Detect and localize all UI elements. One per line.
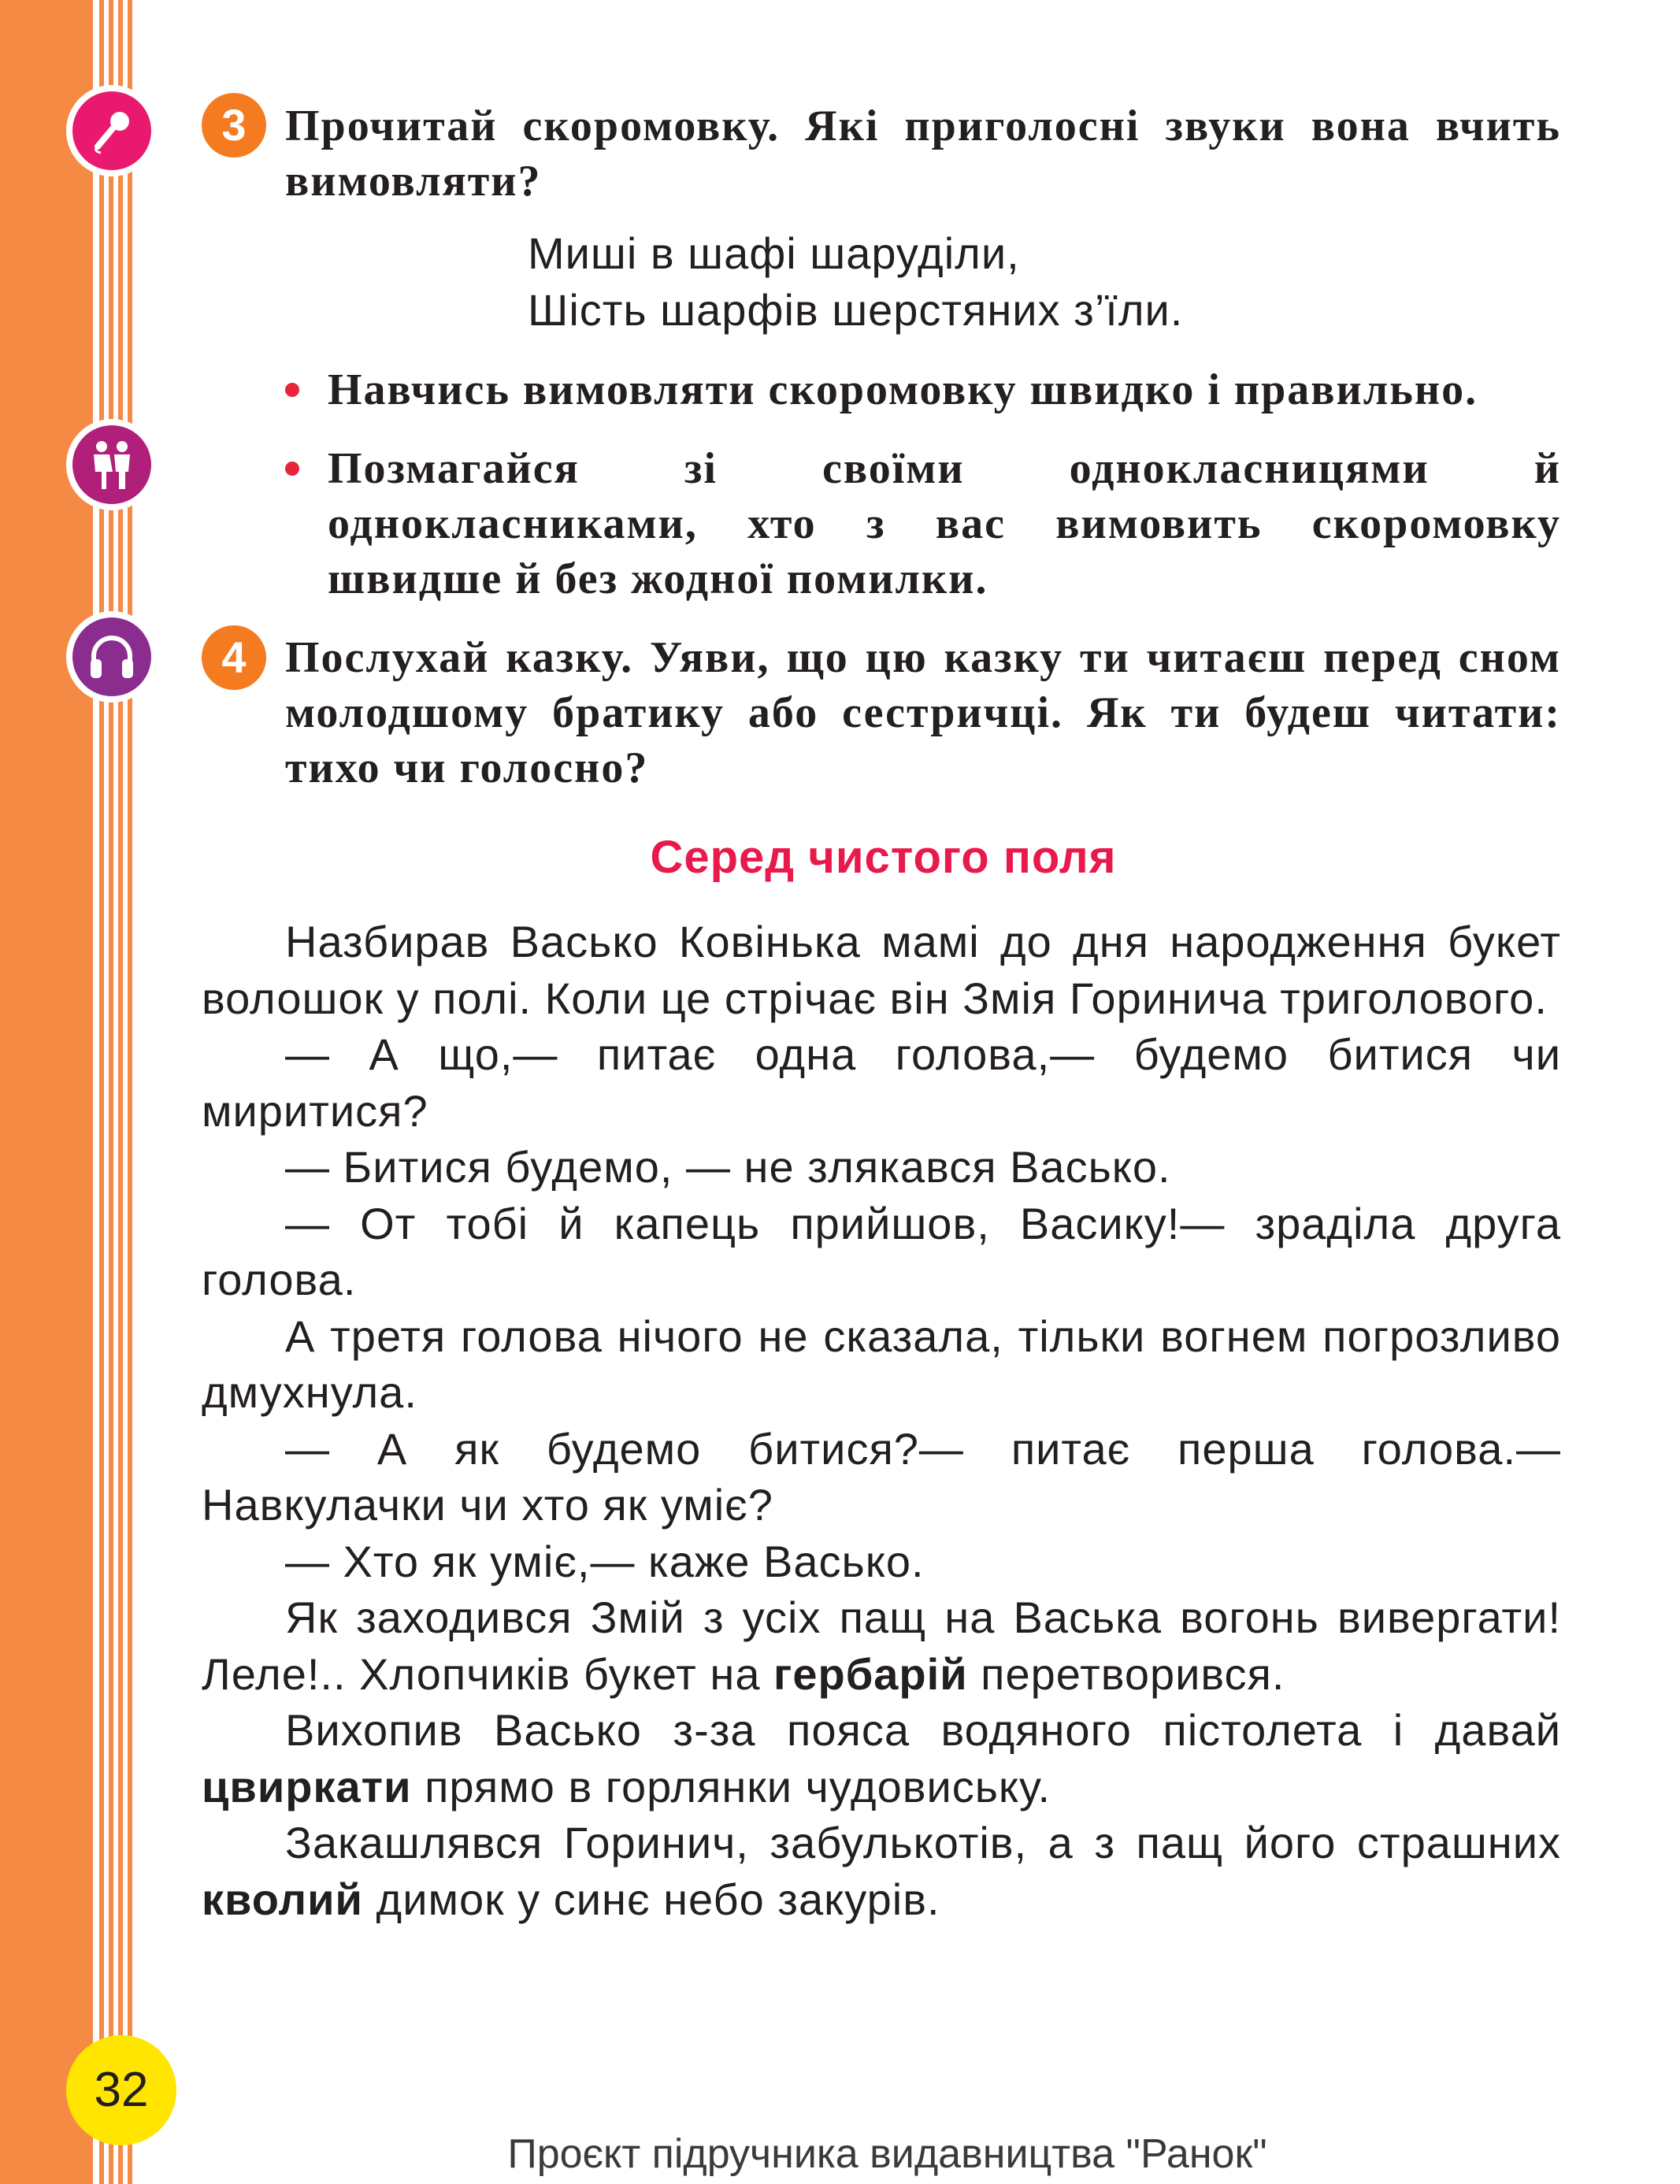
stripe-line <box>99 0 104 2184</box>
bullet-text: Позмагайся зі своїми однокласницями й однокласниками, хто з вас вимовить скоромовку швидше й без жодної помилки. <box>328 444 1561 603</box>
text-span: Як заходився Змій з усіх пащ на Васька вогонь вивергати! Леле!.. Хлопчиків букет на <box>202 1593 1561 1699</box>
pair-work-icon <box>66 419 158 510</box>
bold-word: цвиркати <box>202 1761 412 1811</box>
story-paragraph: А третя голова нічого не сказала, тільки вогнем погрозливо дмухнула. <box>202 1311 1561 1417</box>
task-3-text: Прочитай скоромовку. Які приголосні звуки вона вчить вимовляти? <box>285 102 1561 206</box>
story-text <box>202 914 1561 1927</box>
bullet-item <box>285 362 1561 417</box>
stripe-line <box>128 0 132 2184</box>
bullet-text: Навчись вимовляти скоромовку швидко і правильно. <box>328 365 1478 414</box>
headphones-icon <box>66 611 158 703</box>
text-span: перетворився. <box>967 1648 1285 1699</box>
story-title: Серед чистого поля <box>650 832 1117 883</box>
story-paragraph: — От тобі й капець прийшов, Васику!— зраділа друга голова. <box>202 1198 1561 1304</box>
text-span: Закашлявся Горинич, забулькотів, а з пащ його страшних <box>285 1818 1561 1867</box>
left-stripe-band <box>0 0 93 2184</box>
page-number: 32 <box>66 2035 176 2145</box>
poem-line-2: Шість шарфів шерстяних з’їли. <box>528 285 1184 335</box>
task-4-text: Послухай казку. Уяви, що цю казку ти читаєш перед сном молодшому братику або сестричці. Як ти будеш читати: тихо чи голосно? <box>285 633 1561 792</box>
story-paragraph <box>202 1815 1561 1927</box>
story-paragraph: — А що,— питає одна голова,— будемо битися чи миритися? <box>202 1029 1561 1136</box>
bullet-dot <box>285 462 299 476</box>
text-span: Вихопив Васько з-за пояса водяного пістолета і давай <box>285 1705 1561 1755</box>
bold-word: кволий <box>202 1874 363 1924</box>
text-span: прямо в горлянки чудовиську. <box>411 1761 1051 1811</box>
story-paragraph: — А як будемо битися?— питає перша голова.— Навкулачки чи хто як уміє? <box>202 1423 1561 1530</box>
story-paragraph <box>202 1702 1561 1815</box>
story-paragraph: — Хто як уміє,— каже Васько. <box>285 1536 925 1586</box>
story-paragraph <box>202 1589 1561 1702</box>
task-number-badge: 4 <box>202 625 266 690</box>
stripe-line <box>118 0 123 2184</box>
story-paragraph: Назбирав Васько Ковінька мамі до дня народження букет волошок у полі. Коли це стрічає він Змія Горинича триголового. <box>202 917 1561 1023</box>
stripe-line <box>109 0 113 2184</box>
story-paragraph: — Битися будемо, — не злякався Васько. <box>285 1142 1171 1192</box>
poem-line-1: Миші в шафі шаруділи, <box>528 228 1020 278</box>
bullet-dot <box>285 383 299 397</box>
text-span: димок у синє небо закурів. <box>362 1874 940 1924</box>
task-number-badge: 3 <box>202 93 266 158</box>
publisher-footer: Проєкт підручника видавництва "Ранок" <box>507 2131 1267 2177</box>
bold-word: гербарій <box>773 1648 968 1699</box>
bullet-item <box>285 441 1561 606</box>
microphone-icon <box>66 85 158 176</box>
